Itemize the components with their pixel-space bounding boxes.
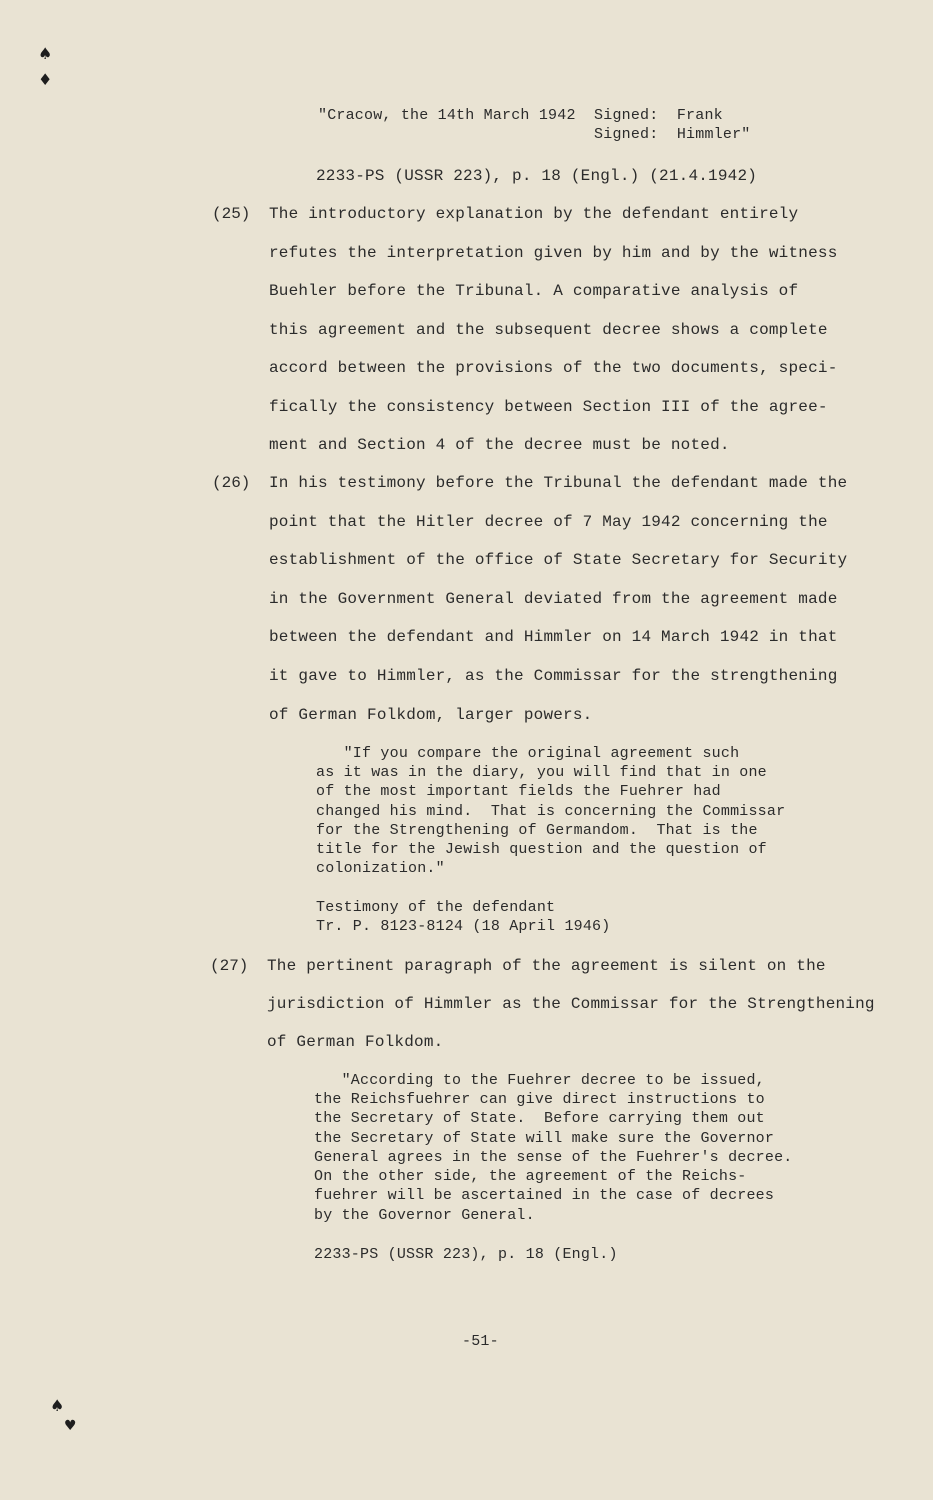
paragraph-line: In his testimony before the Tribunal the defendant made the bbox=[269, 474, 848, 492]
header-line: Signed: Himmler" bbox=[318, 126, 751, 143]
quote-line: "According to the Fuehrer decree to be issued, bbox=[314, 1072, 765, 1089]
quote-line: of the most important fields the Fuehrer had bbox=[316, 783, 721, 800]
quote-line: title for the Jewish question and the question of bbox=[316, 841, 767, 858]
quote-line: General agrees in the sense of the Fuehrer's decree. bbox=[314, 1149, 793, 1166]
paragraph-line: establishment of the office of State Secretary for Security bbox=[269, 551, 848, 569]
quote-line: On the other side, the agreement of the Reichs- bbox=[314, 1168, 747, 1185]
paragraph-line: of German Folkdom, larger powers. bbox=[269, 706, 593, 724]
paragraph-line: it gave to Himmler, as the Commissar for the strengthening bbox=[269, 667, 838, 685]
paragraph-line: The introductory explanation by the defendant entirely bbox=[269, 205, 799, 223]
heart-mark-icon: ♥ bbox=[64, 1418, 77, 1434]
paragraph-line: refutes the interpretation given by him and by the witness bbox=[269, 244, 838, 262]
quote-source: Testimony of the defendant bbox=[316, 899, 556, 916]
citation-bottom: 2233-PS (USSR 223), p. 18 (Engl.) bbox=[314, 1246, 618, 1263]
diamond-mark-icon: ♦ bbox=[38, 70, 53, 89]
quote-line: the Secretary of State. Before carrying them out bbox=[314, 1110, 765, 1127]
paragraph-line: fically the consistency between Section III of the agree- bbox=[269, 398, 828, 416]
paragraph-line: in the Government General deviated from the agreement made bbox=[269, 590, 838, 608]
quote-line: the Secretary of State will make sure the Governor bbox=[314, 1130, 775, 1147]
paragraph-line: of German Folkdom. bbox=[267, 1033, 444, 1051]
paragraph-number: (26) bbox=[212, 474, 251, 492]
paragraph-number: (25) bbox=[212, 205, 251, 223]
page-number: -51- bbox=[462, 1333, 499, 1350]
quote-source: Tr. P. 8123-8124 (18 April 1946) bbox=[316, 918, 611, 935]
spade-mark-icon: ♠ bbox=[38, 44, 53, 63]
quote-line: for the Strengthening of Germandom. That is the bbox=[316, 822, 758, 839]
quote-line: by the Governor General. bbox=[314, 1207, 535, 1224]
paragraph-line: between the defendant and Himmler on 14 March 1942 in that bbox=[269, 628, 838, 646]
paragraph-line: The pertinent paragraph of the agreement is silent on the bbox=[267, 957, 826, 975]
quote-line: fuehrer will be ascertained in the case of decrees bbox=[314, 1187, 775, 1204]
spade-mark-icon: ♠ bbox=[50, 1396, 65, 1415]
paragraph-line: jurisdiction of Himmler as the Commissar for the Strengthening bbox=[267, 995, 875, 1013]
quote-line: colonization." bbox=[316, 860, 445, 877]
quote-line: "If you compare the original agreement such bbox=[316, 745, 740, 762]
quote-line: changed his mind. That is concerning the Commissar bbox=[316, 803, 786, 820]
paragraph-number: (27) bbox=[210, 957, 249, 975]
paragraph-line: Buehler before the Tribunal. A comparative analysis of bbox=[269, 282, 799, 300]
paragraph-line: ment and Section 4 of the decree must be noted. bbox=[269, 436, 730, 454]
quote-line: the Reichsfuehrer can give direct instructions to bbox=[314, 1091, 765, 1108]
quote-line: as it was in the diary, you will find that in one bbox=[316, 764, 767, 781]
citation-top: 2233-PS (USSR 223), p. 18 (Engl.) (21.4.1942) bbox=[316, 167, 758, 185]
paragraph-line: this agreement and the subsequent decree shows a complete bbox=[269, 321, 828, 339]
paragraph-line: accord between the provisions of the two documents, speci- bbox=[269, 359, 838, 377]
header-line: "Cracow, the 14th March 1942 Signed: Frank bbox=[318, 107, 723, 124]
paragraph-line: point that the Hitler decree of 7 May 1942 concerning the bbox=[269, 513, 828, 531]
